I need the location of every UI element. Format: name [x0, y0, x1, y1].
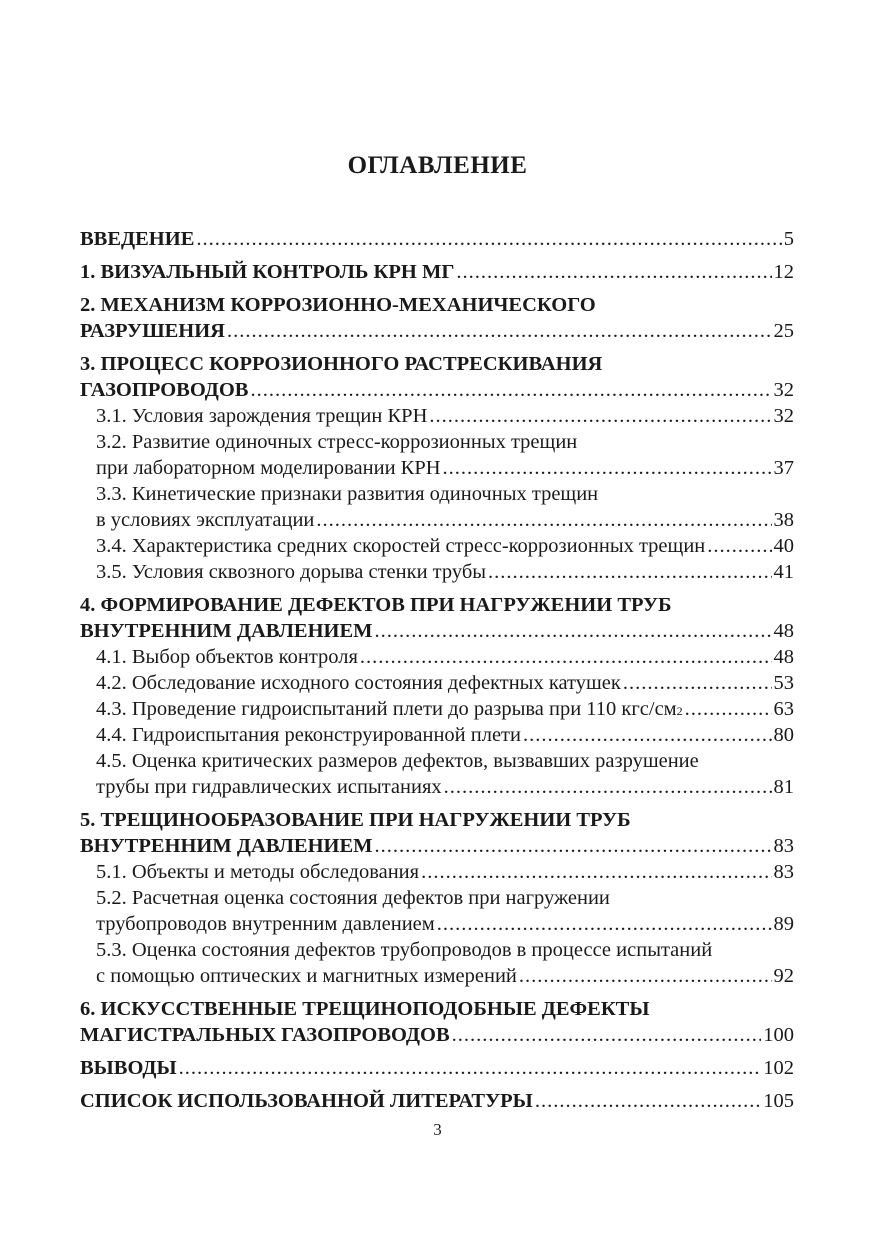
toc-entry-title: 4.1. Выбор объектов контроля	[96, 646, 358, 668]
toc-entry[interactable]	[80, 670, 794, 696]
toc-entry-line	[80, 1088, 794, 1114]
toc-entry[interactable]	[80, 748, 794, 800]
dot-leader	[421, 859, 771, 885]
toc-entry-line	[80, 292, 794, 318]
toc-entry[interactable]	[80, 1088, 794, 1114]
toc-entry-line	[96, 859, 794, 885]
toc-entry[interactable]	[80, 937, 794, 989]
toc-entry-line	[96, 885, 794, 911]
toc-entry-line	[80, 592, 794, 618]
toc-entry-title: 2. МЕХАНИЗМ КОРРОЗИОННО-МЕХАНИЧЕСКОГО	[80, 294, 596, 316]
toc-page-number: 92	[773, 965, 794, 987]
toc-entry-title: 3.3. Кинетические признаки развития одиночных трещин	[96, 483, 599, 505]
toc-page-number: 48	[773, 620, 794, 642]
toc-entry-line	[80, 318, 794, 344]
toc-entry-title: ВНУТРЕННИМ ДАВЛЕНИЕМ	[80, 835, 373, 857]
dot-leader	[523, 722, 772, 748]
dot-leader	[250, 377, 771, 403]
toc-entry-line	[80, 377, 794, 403]
toc-entry-line	[96, 722, 794, 748]
toc-entry[interactable]	[80, 644, 794, 670]
toc-entry-line	[96, 644, 794, 670]
toc-entry-title: ГАЗОПРОВОДОВ	[80, 379, 249, 401]
toc-page-number: 63	[773, 698, 794, 720]
toc-entry-line	[80, 1055, 794, 1081]
dot-leader	[456, 259, 771, 285]
toc-entry[interactable]	[80, 885, 794, 937]
toc-entry-line	[80, 807, 794, 833]
dot-leader	[375, 618, 772, 644]
toc-page-number: 89	[773, 913, 794, 935]
toc-page-number: 5	[783, 228, 794, 250]
toc-entry-title: 4. ФОРМИРОВАНИЕ ДЕФЕКТОВ ПРИ НАГРУЖЕНИИ ТРУБ	[80, 594, 672, 616]
toc-entry-line	[96, 963, 794, 989]
toc-entry-line	[96, 911, 794, 937]
toc-page-number: 38	[773, 509, 794, 531]
toc-entry-title: ВЫВОДЫ	[80, 1057, 177, 1079]
toc-entry-title: 5.3. Оценка состояния дефектов трубопроводов в процессе испытаний	[96, 939, 713, 961]
toc-entry-title: 3.4. Характеристика средних скоростей стресс-коррозионных трещин	[96, 535, 706, 557]
toc-entry-line	[96, 455, 794, 481]
toc-entry-line	[80, 259, 794, 285]
toc-page-number: 25	[773, 320, 794, 342]
toc-entry-title: 5.2. Расчетная оценка состояния дефектов при нагружении	[96, 887, 610, 909]
toc-entry[interactable]	[80, 403, 794, 429]
dot-leader	[429, 403, 771, 429]
toc-entry-title: ВНУТРЕННИМ ДАВЛЕНИЕМ	[80, 620, 373, 642]
toc-entry[interactable]	[80, 259, 794, 285]
toc-entry-line	[96, 937, 794, 963]
toc-entry-line	[96, 481, 794, 507]
toc-entry-title: СПИСОК ИСПОЛЬЗОВАННОЙ ЛИТЕРАТУРЫ	[80, 1090, 533, 1112]
toc-page-number: 32	[773, 379, 794, 401]
dot-leader	[443, 455, 772, 481]
toc-entry-title: в условиях эксплуатации	[96, 509, 315, 531]
toc-entry-title: трубопроводов внутренним давлением	[96, 913, 435, 935]
toc-entry-title: при лабораторном моделировании КРН	[96, 457, 441, 479]
dot-leader	[360, 644, 772, 670]
toc-entry-line	[96, 507, 794, 533]
toc-entry-line	[80, 226, 794, 252]
dot-leader	[519, 963, 772, 989]
toc-entry-line	[96, 670, 794, 696]
toc-page-number: 80	[773, 724, 794, 746]
toc-page-number: 105	[763, 1090, 794, 1112]
toc-entry[interactable]	[80, 807, 794, 859]
dot-leader	[227, 318, 772, 344]
toc-page-number: 53	[773, 672, 794, 694]
toc-entry[interactable]	[80, 292, 794, 344]
toc-entry-title: 4.4. Гидроиспытания реконструированной плети	[96, 724, 521, 746]
toc-page-number: 81	[773, 776, 794, 798]
toc-entry-title: МАГИСТРАЛЬНЫХ ГАЗОПРОВОДОВ	[80, 1024, 450, 1046]
dot-leader	[375, 833, 772, 859]
toc-entry-title: с помощью оптических и магнитных измерений	[96, 965, 517, 987]
toc-entry-line	[96, 533, 794, 559]
toc-page-number: 40	[773, 535, 794, 557]
toc-entry-title: 3.1. Условия зарождения трещин КРН	[96, 405, 428, 427]
toc-entry-line: 4.3. Проведение гидроиспытаний плети до разрыва при 110 кгс/см 2 ..... 63	[96, 696, 794, 722]
page-title: ОГЛАВЛЕНИЕ	[347, 152, 528, 179]
toc-entry[interactable]	[80, 226, 794, 252]
toc-page-number: 48	[773, 646, 794, 668]
dot-leader	[179, 1055, 762, 1081]
toc-entry-line	[80, 618, 794, 644]
toc-entry[interactable]	[80, 1055, 794, 1081]
toc-page-number: 102	[763, 1057, 794, 1079]
toc-entry[interactable]	[80, 533, 794, 559]
toc-entry[interactable]	[80, 859, 794, 885]
dot-leader	[316, 507, 771, 533]
dot-leader	[685, 696, 772, 722]
toc-entry-line	[96, 774, 794, 800]
toc-entry[interactable]	[80, 696, 794, 722]
dot-leader	[488, 559, 771, 585]
dot-leader	[535, 1088, 761, 1114]
toc-entry-title: 4.2. Обследование исходного состояния дефектных катушек	[96, 672, 621, 694]
toc-entry[interactable]	[80, 592, 794, 644]
table-of-contents	[80, 226, 794, 1114]
toc-page-number: 83	[773, 835, 794, 857]
dot-leader	[437, 911, 772, 937]
toc-entry-line	[80, 996, 794, 1022]
toc-page-number: 32	[773, 405, 794, 427]
toc-entry-title: 6. ИСКУССТВЕННЫЕ ТРЕЩИНОПОДОБНЫЕ ДЕФЕКТЫ	[80, 998, 650, 1020]
toc-page-number: 41	[773, 561, 794, 583]
toc-entry-title: 4.5. Оценка критических размеров дефектов, вызвавших разрушение	[96, 750, 699, 772]
toc-entry[interactable]	[80, 351, 794, 403]
toc-entry[interactable]	[80, 481, 794, 533]
toc-entry-title: 5. ТРЕЩИНООБРАЗОВАНИЕ ПРИ НАГРУЖЕНИИ ТРУБ	[80, 809, 631, 831]
page-number: 3	[433, 1120, 442, 1139]
toc-entry[interactable]	[80, 559, 794, 585]
toc-entry-title: 5.1. Объекты и методы обследования	[96, 861, 420, 883]
toc-entry[interactable]	[80, 722, 794, 748]
toc-entry-title: РАЗРУШЕНИЯ	[80, 320, 225, 342]
dot-leader	[623, 670, 772, 696]
toc-page-number: 100	[763, 1024, 794, 1046]
toc-page-number: 37	[773, 457, 794, 479]
toc-entry-line	[80, 351, 794, 377]
dot-leader	[444, 774, 772, 800]
toc-page-number: 83	[773, 861, 794, 883]
toc-entry-line	[96, 748, 794, 774]
dot-leader	[452, 1022, 762, 1048]
dot-leader	[196, 226, 781, 252]
toc-entry-line	[96, 403, 794, 429]
toc-page-number: 12	[773, 261, 794, 283]
toc-entry-line	[80, 1022, 794, 1048]
toc-entry-line	[96, 559, 794, 585]
toc-entry[interactable]	[80, 996, 794, 1048]
toc-entry-title: 4.3. Проведение гидроиспытаний плети до разрыва при 110 кгс/см	[96, 698, 677, 720]
toc-entry-title: трубы при гидравлических испытаниях	[96, 776, 442, 798]
toc-entry-title: 1. ВИЗУАЛЬНЫЙ КОНТРОЛЬ КРН МГ	[80, 261, 455, 283]
toc-entry-title: 3. ПРОЦЕСС КОРРОЗИОННОГО РАСТРЕСКИВАНИЯ	[80, 353, 603, 375]
toc-entry-line	[80, 833, 794, 859]
toc-entry-line	[96, 429, 794, 455]
toc-entry-title: ВВЕДЕНИЕ	[80, 228, 195, 250]
toc-entry-title: 3.5. Условия сквозного дорыва стенки трубы	[96, 561, 487, 583]
toc-entry[interactable]	[80, 429, 794, 481]
toc-entry-title: 3.2. Развитие одиночных стресс-коррозионных трещин	[96, 431, 578, 453]
dot-leader	[707, 533, 771, 559]
